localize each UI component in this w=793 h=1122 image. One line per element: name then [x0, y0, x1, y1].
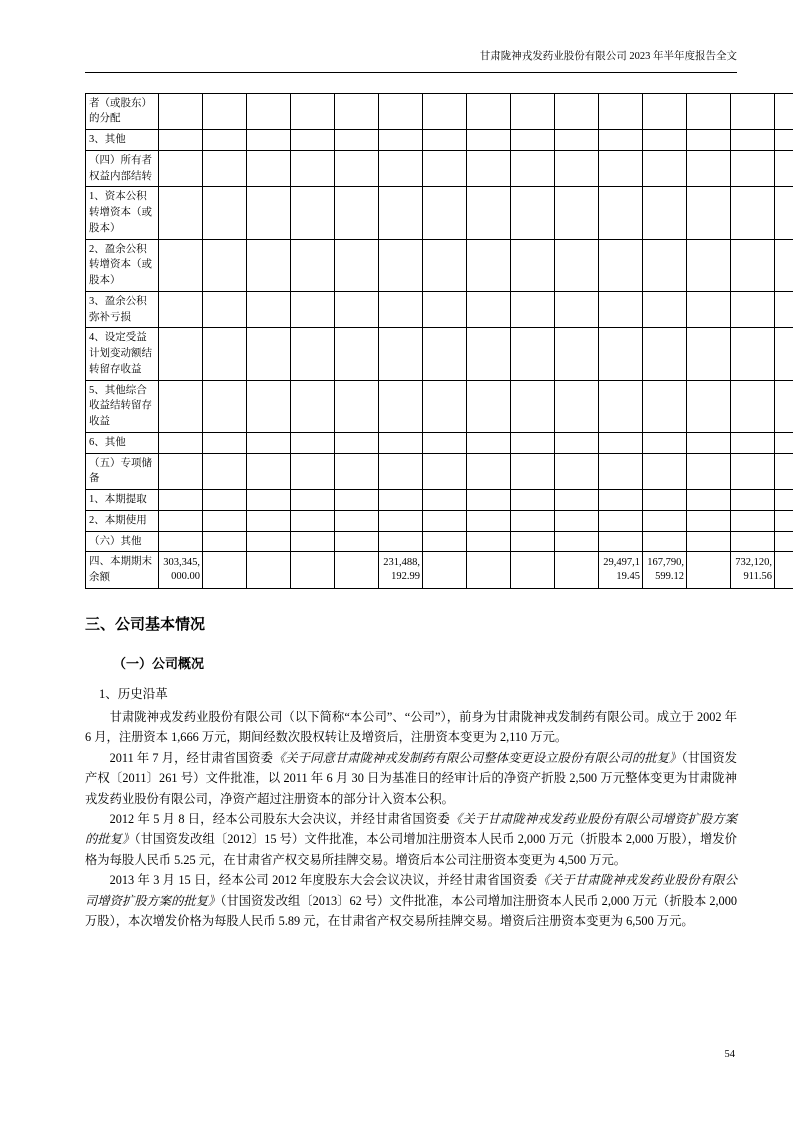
empty-cell: [775, 187, 793, 239]
empty-cell: [775, 453, 793, 490]
empty-cell: [247, 239, 291, 291]
empty-cell: [247, 380, 291, 432]
empty-cell: [555, 291, 599, 328]
empty-cell: [423, 130, 467, 151]
item-title: 1、历史沿革: [99, 686, 168, 701]
empty-cell: [775, 130, 793, 151]
paragraph-text: 2013 年 3 月 15 日，经本公司 2012 年度股东大会会议决议，并经甘肃省国资委: [109, 873, 538, 888]
empty-cell: [687, 510, 731, 531]
empty-cell: [687, 552, 731, 589]
empty-cell: [643, 380, 687, 432]
empty-cell: [643, 432, 687, 453]
paragraph-text: （甘国资发改组〔2013〕62 号）文件批准，本公司增加注册资本人民币 2,000 万元（折股本 2,000 万股），本次增发价格为每股人民币 5.89 元，在甘肃省产权交易所挂牌交易。增资后注册资本变更为 6,500 万元。: [85, 893, 737, 928]
empty-cell: [247, 510, 291, 531]
empty-cell: [423, 93, 467, 130]
empty-cell: [731, 453, 775, 490]
empty-cell: [731, 510, 775, 531]
empty-cell: [555, 93, 599, 130]
table-row: [86, 552, 793, 589]
empty-cell: [335, 328, 379, 380]
empty-cell: [731, 531, 775, 552]
empty-cell: [731, 187, 775, 239]
empty-cell: [555, 380, 599, 432]
empty-cell: [379, 490, 423, 511]
empty-cell: [687, 432, 731, 453]
empty-cell: [423, 380, 467, 432]
empty-cell: [731, 328, 775, 380]
empty-cell: [203, 510, 247, 531]
paragraph-text: 2012 年 5 月 8 日，经本公司股东大会决议，并经甘肃省国资委: [109, 811, 450, 826]
empty-cell: [379, 150, 423, 187]
amount-cell: 167,790,599.12: [643, 552, 687, 589]
empty-cell: [291, 328, 335, 380]
empty-cell: [291, 187, 335, 239]
empty-cell: [687, 490, 731, 511]
section-title: 三、公司基本情况: [85, 615, 206, 633]
row-label: （五）专项储备: [86, 453, 159, 490]
table-row: [86, 239, 793, 291]
table-row: [86, 187, 793, 239]
empty-cell: [555, 432, 599, 453]
empty-cell: [555, 510, 599, 531]
empty-cell: [643, 490, 687, 511]
paragraph-text: 甘肃陇神戎发药业股份有限公司（以下简称“本公司”、“公司”），前身为甘肃陇神戎发制药有限公司。成立于 2002 年 6 月，注册资本 1,666 万元，期间经数次股权转让及增资后，注册资本变更为 2,110 万元。: [85, 709, 737, 745]
paragraph-text: 2011 年 7 月，经甘肃省国资委: [109, 750, 274, 765]
row-label: 1、资本公积转增资本（或股本）: [86, 187, 159, 239]
table-row: [86, 510, 793, 531]
empty-cell: [467, 93, 511, 130]
empty-cell: [203, 291, 247, 328]
empty-cell: [159, 187, 203, 239]
empty-cell: [555, 453, 599, 490]
row-label: 3、盈余公积弥补亏损: [86, 291, 159, 328]
empty-cell: [423, 552, 467, 589]
empty-cell: [379, 130, 423, 151]
empty-cell: [335, 187, 379, 239]
empty-cell: [599, 150, 643, 187]
empty-cell: [643, 187, 687, 239]
empty-cell: [775, 552, 793, 589]
document-title-italic: 《关于甘肃陇神戎发药业股份有限公司增资扩股方案的批复》: [85, 811, 737, 847]
empty-cell: [203, 150, 247, 187]
empty-cell: [247, 93, 291, 130]
subsection-title: （一）公司概况: [113, 655, 205, 671]
row-label: 2、盈余公积转增资本（或股本）: [86, 239, 159, 291]
empty-cell: [467, 510, 511, 531]
empty-cell: [291, 510, 335, 531]
empty-cell: [687, 291, 731, 328]
empty-cell: [335, 531, 379, 552]
empty-cell: [599, 239, 643, 291]
empty-cell: [203, 239, 247, 291]
empty-cell: [775, 328, 793, 380]
row-label: 3、其他: [86, 130, 159, 151]
empty-cell: [599, 380, 643, 432]
amount-cell: 231,488,192.99: [379, 552, 423, 589]
empty-cell: [379, 453, 423, 490]
empty-cell: [379, 291, 423, 328]
empty-cell: [511, 490, 555, 511]
empty-cell: [203, 130, 247, 151]
empty-cell: [291, 380, 335, 432]
empty-cell: [291, 291, 335, 328]
empty-cell: [599, 510, 643, 531]
empty-cell: [159, 239, 203, 291]
empty-cell: [291, 239, 335, 291]
empty-cell: [159, 150, 203, 187]
empty-cell: [643, 130, 687, 151]
empty-cell: [467, 531, 511, 552]
empty-cell: [599, 490, 643, 511]
empty-cell: [379, 432, 423, 453]
empty-cell: [423, 150, 467, 187]
empty-cell: [423, 531, 467, 552]
empty-cell: [203, 453, 247, 490]
body-paragraph: [85, 707, 737, 748]
empty-cell: [775, 531, 793, 552]
empty-cell: [291, 93, 335, 130]
row-label: 四、本期期末余额: [86, 552, 159, 589]
empty-cell: [379, 239, 423, 291]
empty-cell: [511, 531, 555, 552]
empty-cell: [467, 490, 511, 511]
empty-cell: [291, 453, 335, 490]
empty-cell: [467, 432, 511, 453]
empty-cell: [775, 490, 793, 511]
table-row: [86, 328, 793, 380]
table-row: [86, 531, 793, 552]
report-title: 甘肃陇神戎发药业股份有限公司 2023 年半年度报告全文: [479, 51, 737, 62]
empty-cell: [687, 453, 731, 490]
empty-cell: [511, 453, 555, 490]
empty-cell: [379, 531, 423, 552]
empty-cell: [467, 328, 511, 380]
empty-cell: [511, 130, 555, 151]
empty-cell: [599, 291, 643, 328]
empty-cell: [731, 380, 775, 432]
empty-cell: [731, 93, 775, 130]
empty-cell: [159, 93, 203, 130]
empty-cell: [643, 531, 687, 552]
body-paragraph: [85, 870, 737, 931]
empty-cell: [159, 328, 203, 380]
empty-cell: [643, 93, 687, 130]
empty-cell: [247, 187, 291, 239]
empty-cell: [687, 130, 731, 151]
empty-cell: [467, 291, 511, 328]
empty-cell: [423, 187, 467, 239]
empty-cell: [379, 93, 423, 130]
empty-cell: [291, 490, 335, 511]
empty-cell: [379, 328, 423, 380]
empty-cell: [643, 239, 687, 291]
table-row: [86, 490, 793, 511]
empty-cell: [511, 187, 555, 239]
row-label: 4、设定受益计划变动额结转留存收益: [86, 328, 159, 380]
empty-cell: [423, 490, 467, 511]
empty-cell: [555, 187, 599, 239]
empty-cell: [203, 490, 247, 511]
empty-cell: [511, 93, 555, 130]
empty-cell: [335, 490, 379, 511]
empty-cell: [247, 531, 291, 552]
empty-cell: [467, 552, 511, 589]
empty-cell: [511, 552, 555, 589]
page-number: 54: [724, 1049, 735, 1060]
empty-cell: [687, 531, 731, 552]
table-row: [86, 380, 793, 432]
document-title-italic: 《关于甘肃陇神戎发药业股份有限公司增资扩股方案的批复》: [85, 873, 737, 908]
empty-cell: [247, 453, 291, 490]
empty-cell: [687, 187, 731, 239]
empty-cell: [159, 291, 203, 328]
empty-cell: [159, 380, 203, 432]
empty-cell: [687, 93, 731, 130]
empty-cell: [775, 150, 793, 187]
table-row: [86, 130, 793, 151]
empty-cell: [643, 291, 687, 328]
empty-cell: [335, 552, 379, 589]
empty-cell: [467, 239, 511, 291]
empty-cell: [467, 453, 511, 490]
empty-cell: [423, 432, 467, 453]
empty-cell: [687, 150, 731, 187]
empty-cell: [467, 380, 511, 432]
paragraph-text: （甘国资发产权〔2011〕261 号）文件批准，以 2011 年 6 月 30 日为基准日的经审计后的净资产折股 2,500 万元整体变更为甘肃陇神戎发药业股份有限公司，净资产超过注册资本的部分计入资本公积。: [85, 750, 737, 806]
empty-cell: [731, 130, 775, 151]
empty-cell: [335, 510, 379, 531]
body-paragraph: [85, 809, 737, 870]
empty-cell: [599, 432, 643, 453]
empty-cell: [511, 380, 555, 432]
empty-cell: [599, 130, 643, 151]
empty-cell: [643, 510, 687, 531]
empty-cell: [775, 432, 793, 453]
document-title-italic: 《关于同意甘肃陇神戎发制药有限公司整体变更设立股份有限公司的批复》: [273, 750, 682, 765]
table-row: [86, 432, 793, 453]
empty-cell: [555, 150, 599, 187]
empty-cell: [379, 380, 423, 432]
empty-cell: [731, 239, 775, 291]
empty-cell: [555, 239, 599, 291]
empty-cell: [643, 453, 687, 490]
empty-cell: [291, 130, 335, 151]
body-paragraph: [85, 748, 737, 809]
empty-cell: [247, 150, 291, 187]
empty-cell: [731, 150, 775, 187]
empty-cell: [335, 432, 379, 453]
row-label: 6、其他: [86, 432, 159, 453]
empty-cell: [335, 130, 379, 151]
row-label: 1、本期提取: [86, 490, 159, 511]
table-row: [86, 291, 793, 328]
empty-cell: [203, 93, 247, 130]
empty-cell: [731, 490, 775, 511]
empty-cell: [643, 150, 687, 187]
empty-cell: [511, 291, 555, 328]
empty-cell: [379, 510, 423, 531]
empty-cell: [731, 291, 775, 328]
empty-cell: [335, 380, 379, 432]
empty-cell: [511, 150, 555, 187]
row-label: 2、本期使用: [86, 510, 159, 531]
empty-cell: [159, 432, 203, 453]
empty-cell: [511, 432, 555, 453]
empty-cell: [203, 432, 247, 453]
table-row: [86, 453, 793, 490]
empty-cell: [159, 453, 203, 490]
empty-cell: [335, 453, 379, 490]
empty-cell: [291, 531, 335, 552]
empty-cell: [423, 328, 467, 380]
empty-cell: [203, 531, 247, 552]
empty-cell: [775, 380, 793, 432]
empty-cell: [775, 93, 793, 130]
amount-cell: 303,345,000.00: [159, 552, 203, 589]
empty-cell: [555, 531, 599, 552]
table-row: [86, 93, 793, 130]
empty-cell: [335, 93, 379, 130]
history-paragraphs: [85, 707, 737, 931]
empty-cell: [159, 130, 203, 151]
empty-cell: [555, 328, 599, 380]
empty-cell: [247, 552, 291, 589]
empty-cell: [247, 432, 291, 453]
empty-cell: [775, 291, 793, 328]
empty-cell: [423, 510, 467, 531]
page-header: [85, 50, 737, 73]
row-label: （六）其他: [86, 531, 159, 552]
empty-cell: [203, 552, 247, 589]
empty-cell: [467, 187, 511, 239]
amount-cell: 29,497,119.45: [599, 552, 643, 589]
empty-cell: [423, 239, 467, 291]
equity-table-body: [86, 93, 793, 588]
empty-cell: [555, 130, 599, 151]
empty-cell: [379, 187, 423, 239]
empty-cell: [599, 187, 643, 239]
empty-cell: [203, 328, 247, 380]
empty-cell: [731, 432, 775, 453]
empty-cell: [643, 328, 687, 380]
empty-cell: [159, 510, 203, 531]
empty-cell: [555, 490, 599, 511]
empty-cell: [467, 130, 511, 151]
empty-cell: [599, 453, 643, 490]
equity-change-table: [85, 93, 793, 589]
row-label: 5、其他综合收益结转留存收益: [86, 380, 159, 432]
empty-cell: [687, 380, 731, 432]
empty-cell: [687, 328, 731, 380]
empty-cell: [775, 510, 793, 531]
row-label: （四）所有者权益内部结转: [86, 150, 159, 187]
empty-cell: [335, 150, 379, 187]
empty-cell: [203, 380, 247, 432]
empty-cell: [511, 328, 555, 380]
empty-cell: [291, 552, 335, 589]
empty-cell: [335, 291, 379, 328]
empty-cell: [599, 93, 643, 130]
empty-cell: [511, 510, 555, 531]
empty-cell: [247, 490, 291, 511]
amount-cell: 732,120,911.56: [731, 552, 775, 589]
empty-cell: [291, 150, 335, 187]
empty-cell: [159, 531, 203, 552]
empty-cell: [775, 239, 793, 291]
empty-cell: [247, 130, 291, 151]
row-label: 者（或股东）的分配: [86, 93, 159, 130]
empty-cell: [555, 552, 599, 589]
empty-cell: [599, 328, 643, 380]
empty-cell: [423, 453, 467, 490]
table-row: [86, 150, 793, 187]
empty-cell: [203, 187, 247, 239]
empty-cell: [291, 432, 335, 453]
empty-cell: [335, 239, 379, 291]
empty-cell: [467, 150, 511, 187]
paragraph-text: （甘国资发改组〔2012〕15 号）文件批准，本公司增加注册资本人民币 2,000 万元（折股本 2,000 万股），增发价格为每股人民币 5.25 元，在甘肃省产权交易所挂牌交易。增资后本公司注册资本变更为 4,500 万元。: [85, 832, 737, 867]
empty-cell: [247, 291, 291, 328]
empty-cell: [599, 531, 643, 552]
empty-cell: [511, 239, 555, 291]
empty-cell: [423, 291, 467, 328]
empty-cell: [687, 239, 731, 291]
empty-cell: [247, 328, 291, 380]
empty-cell: [159, 490, 203, 511]
